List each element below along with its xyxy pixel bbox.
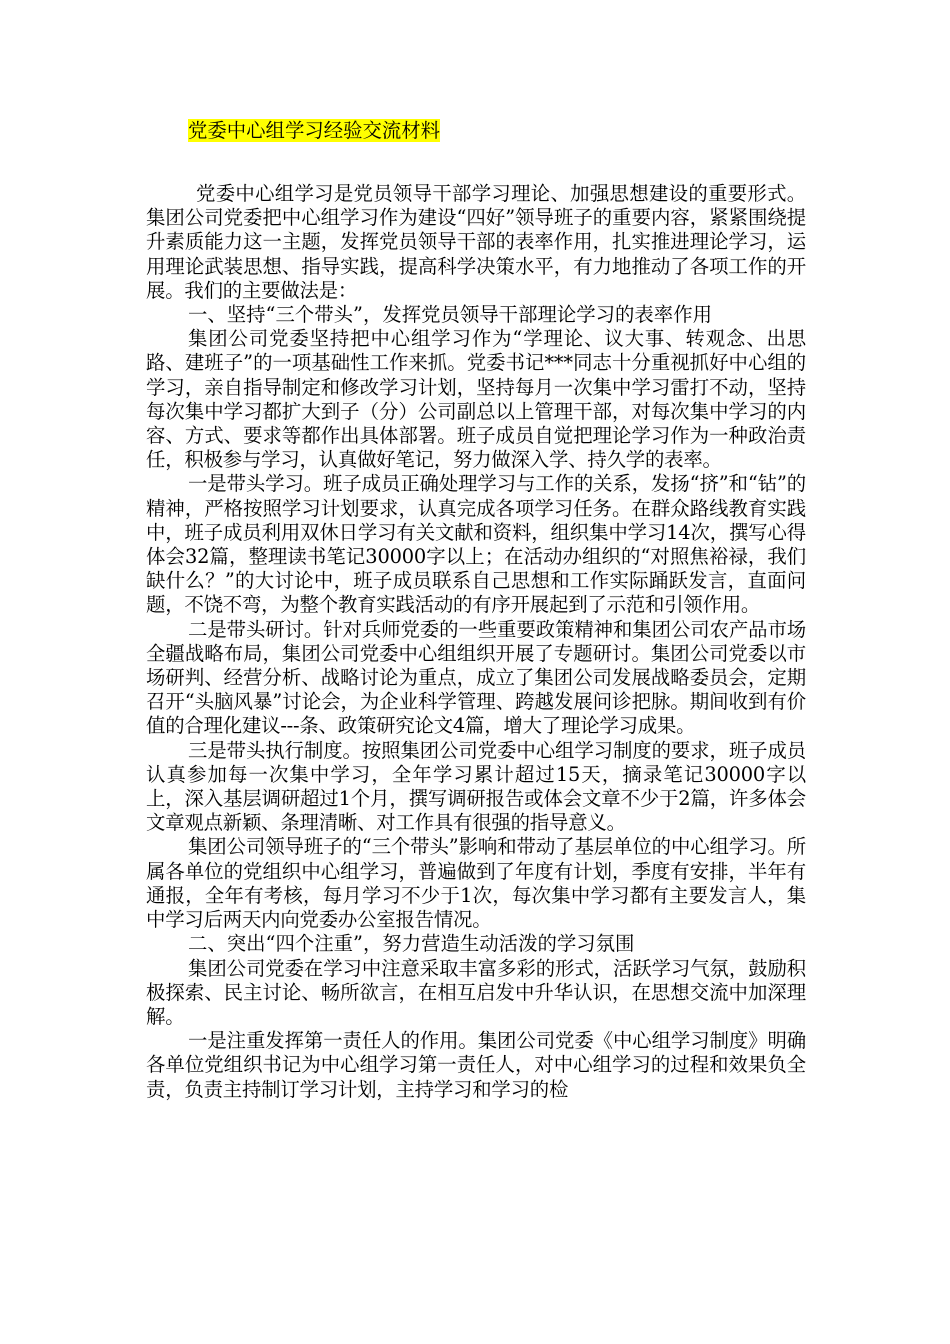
body-paragraph: 三是带头执行制度。按照集团公司党委中心组学习制度的要求，班子成员认真参加每一次集中学习，全年学习累计超过15天，摘录笔记30000字以上，深入基层调研超过1个月，撰写调研报告或体会文章不少于2篇，许多体会文章观点新颖、条理清晰、对工作具有很强的指导意义。: [146, 738, 806, 835]
body-paragraph: 一是注重发挥第一责任人的作用。集团公司党委《中心组学习制度》明确各单位党组织书记为中心组学习第一责任人，对中心组学习的过程和效果负全责，负责主持制订学习计划，主持学习和学习的检: [146, 1029, 806, 1101]
body-paragraph: 二是带头研讨。针对兵师党委的一些重要政策精神和集团公司农产品市场全疆战略布局，集团公司党委中心组组织开展了专题研讨。集团公司党委以市场研判、经营分析、战略讨论为重点，成立了集团公司发展战略委员会，定期召开“头脑风暴”讨论会，为企业科学管理、跨越发展问诊把脉。期间收到有价值的合理化建议---条、政策研究论文4篇，增大了理论学习成果。: [146, 617, 806, 738]
body-paragraph: 集团公司领导班子的“三个带头”影响和带动了基层单位的中心组学习。所属各单位的党组织中心组学习，普遍做到了年度有计划，季度有安排，半年有通报，全年有考核，每月学习不少于1次，每次集中学习都有主要发言人，集中学习后两天内向党委办公室报告情况。: [146, 835, 806, 932]
intro-paragraph: 党委中心组学习是党员领导干部学习理论、加强思想建设的重要形式。集团公司党委把中心组学习作为建设“四好”领导班子的重要内容，紧紧围绕提升素质能力这一主题，发挥党员领导干部的表率作用，扎实推进理论学习，运用理论武装思想、指导实践，提高科学决策水平，有力地推动了各项工作的开展。我们的主要做法是：: [146, 182, 806, 302]
title-spacing: [146, 144, 806, 182]
body-paragraph: 一是带头学习。班子成员正确处理学习与工作的关系，发扬“挤”和“钻”的精神，严格按照学习计划要求，认真完成各项学习任务。在群众路线教育实践中，班子成员利用双休日学习有关文献和资料，组织集中学习14次，撰写心得体会32篇，整理读书笔记30000字以上；在活动办组织的“对照焦裕禄，我们缺什么？”的大讨论中，班子成员联系自己思想和工作实际踊跃发言，直面问题，不饶不弯，为整个教育实践活动的有序开展起到了示范和引领作用。: [146, 472, 806, 617]
section-heading-1: 一、坚持“三个带头”，发挥党员领导干部理论学习的表率作用: [188, 303, 712, 327]
body-paragraph: 集团公司党委在学习中注意采取丰富多彩的形式，活跃学习气氛，鼓励积极探索、民主讨论、畅所欲言，在相互启发中升华认识，在思想交流中加深理解。: [146, 956, 806, 1028]
body-paragraph: 集团公司党委坚持把中心组学习作为“学理论、议大事、转观念、出思路、建班子”的一项基础性工作来抓。党委书记***同志十分重视抓好中心组的学习，亲自指导制定和修改学习计划，坚持每月一次集中学习雷打不动，坚持每次集中学习都扩大到子（分）公司副总以上管理干部，对每次集中学习的内容、方式、要求等都作出具体部署。班子成员自觉把理论学习作为一种政治责任，积极参与学习，认真做好笔记，努力做深入学、持久学的表率。: [146, 327, 806, 472]
document-title: 党委中心组学习经验交流材料: [188, 119, 441, 142]
section-heading-2: 二、突出“四个注重”，努力营造生动活泼的学习氛围: [188, 932, 635, 956]
title-line: [188, 118, 806, 144]
document-page: [146, 118, 806, 1102]
